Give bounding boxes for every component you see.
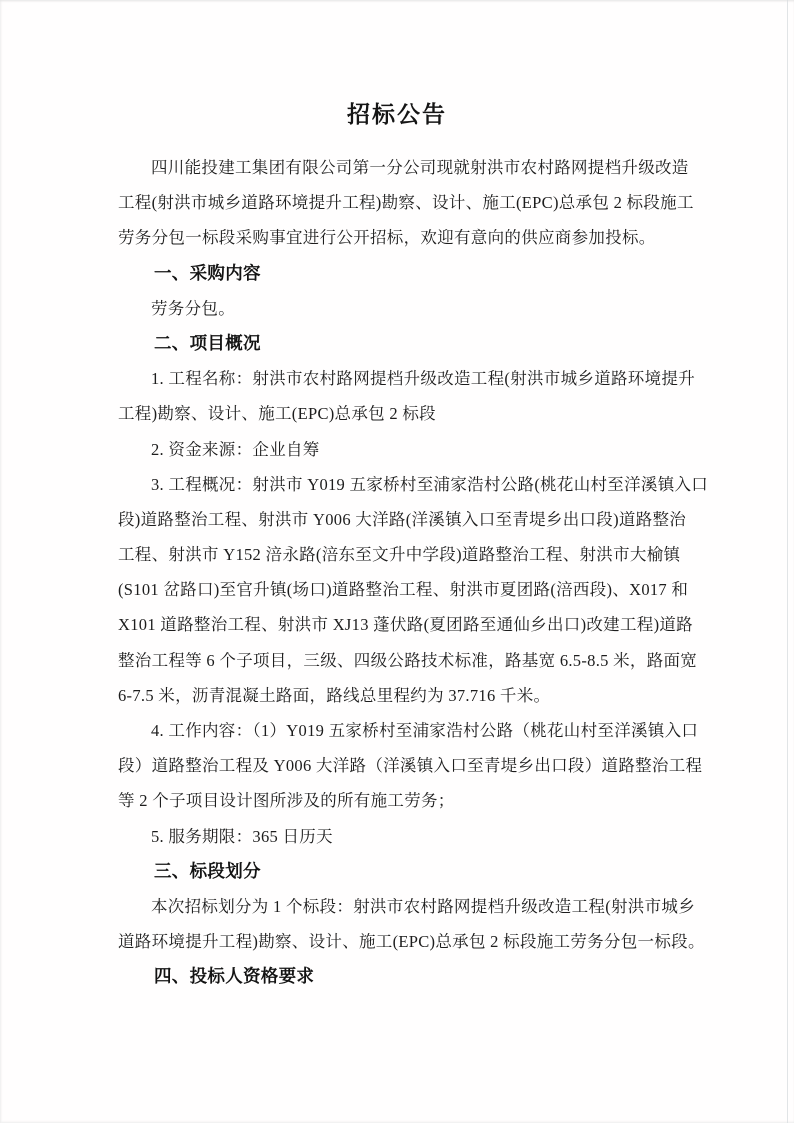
section-heading-bidder-qualifications: 四、投标人资格要求	[154, 966, 315, 987]
project-name-line: 工程)勘察、设计、施工(EPC)总承包 2 标段	[118, 404, 436, 424]
project-scope-line: 段)道路整治工程、射洪市 Y006 大洋路(洋溪镇入口至青堤乡出口段)道路整治	[118, 509, 687, 529]
procurement-content-line: 劳务分包。	[151, 298, 235, 318]
section-heading-bid-sections: 三、标段划分	[154, 860, 261, 881]
project-scope-line: 3. 工程概况：射洪市 Y019 五家桥村至浦家浩村公路(桃花山村至洋溪镇入口	[151, 474, 709, 494]
intro-line: 四川能投建工集团有限公司第一分公司现就射洪市农村路网提档升级改造	[151, 158, 689, 177]
work-content-line: 等 2 个子项目设计图所涉及的所有施工劳务；	[118, 791, 455, 811]
document-body	[118, 150, 709, 995]
project-scope-line: 整治工程等 6 个子项目，三级、四级公路技术标准，路基宽 6.5-8.5 米，路面宽	[118, 650, 698, 670]
section-heading-procurement-content: 一、采购内容	[154, 262, 261, 283]
project-scope-line: 6-7.5 米，沥青混凝土路面，路线总里程约为 37.716 千米。	[118, 685, 551, 705]
project-scope-line: (S101 岔路口)至官升镇(场口)道路整治工程、射洪市夏团路(涪西段)、X017 和	[118, 580, 689, 600]
section-heading-project-overview: 二、项目概况	[154, 332, 261, 353]
intro-line: 工程(射洪市城乡道路环境提升工程)勘察、设计、施工(EPC)总承包 2 标段施工	[118, 193, 694, 213]
scan-edge-artifact	[787, 0, 788, 1123]
work-content-line: 段）道路整治工程及 Y006 大洋路（洋溪镇入口至青堤乡出口段）道路整治工程	[118, 756, 703, 776]
service-period-line: 5. 服务期限：365 日历天	[151, 826, 333, 846]
work-content-line: 4. 工作内容：（1）Y019 五家桥村至浦家浩村公路（桃花山村至洋溪镇入口	[151, 721, 699, 740]
intro-line: 劳务分包一标段采购事宜进行公开招标，欢迎有意向的供应商参加投标。	[118, 228, 656, 248]
funding-source-line: 2. 资金来源：企业自筹	[151, 439, 320, 459]
project-name-line: 1. 工程名称：射洪市农村路网提档升级改造工程(射洪市城乡道路环境提升	[151, 369, 695, 389]
bid-sections-line: 本次招标划分为 1 个标段：射洪市农村路网提档升级改造工程(射洪市城乡	[151, 896, 695, 916]
bid-sections-line: 道路环境提升工程)勘察、设计、施工(EPC)总承包 2 标段施工劳务分包一标段。	[118, 932, 705, 952]
project-scope-line: X101 道路整治工程、射洪市 XJ13 蓬伏路(夏团路至通仙乡出口)改建工程)道路	[118, 615, 693, 635]
project-scope-line: 工程、射洪市 Y152 涪永路(涪东至文升中学段)道路整治工程、射洪市大榆镇	[118, 545, 681, 565]
document-title: 招标公告	[347, 101, 447, 127]
